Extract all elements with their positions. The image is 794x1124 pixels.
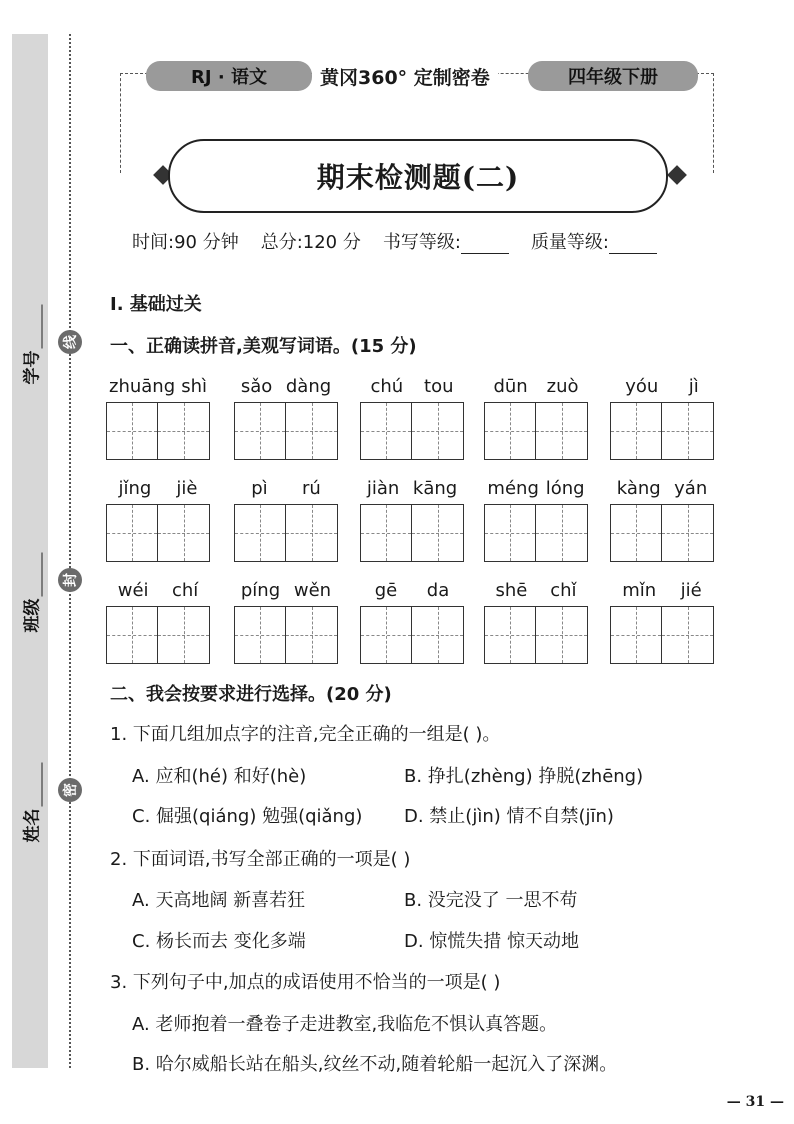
writing-cell[interactable]: [611, 403, 662, 459]
writing-grid[interactable]: [484, 504, 588, 562]
pinyin-item: [234, 376, 338, 460]
writing-cell[interactable]: [412, 403, 463, 459]
section-two-heading: 二、我会按要求进行选择。(20 分): [110, 684, 392, 705]
pinyin-label: [234, 376, 338, 400]
pinyin-label: [484, 580, 588, 604]
q2-option-c[interactable]: C. 杨长而去 变化多端: [132, 931, 306, 952]
pinyin-item: [484, 580, 588, 664]
pinyin-label: [234, 478, 338, 502]
seal-line-mark: 线: [58, 330, 82, 354]
pinyin-label: [360, 376, 464, 400]
writing-grid[interactable]: [360, 402, 464, 460]
pinyin-item: [234, 478, 338, 562]
writing-cell[interactable]: [611, 607, 662, 663]
writing-cell[interactable]: [361, 505, 412, 561]
q1-option-a[interactable]: A. 应和(hé) 和好(hè): [132, 766, 307, 787]
pinyin-item: [360, 580, 464, 664]
pinyin-label: [106, 478, 210, 502]
seal-secret-mark: 密: [58, 778, 82, 802]
pinyin-syllable: píng: [240, 580, 281, 601]
writing-cell[interactable]: [662, 505, 713, 561]
q1-option-b[interactable]: B. 挣扎(zhèng) 挣脱(zhēng): [404, 766, 644, 787]
pinyin-syllable: yóu: [625, 376, 659, 397]
pinyin-syllable: pì: [251, 478, 268, 499]
writing-cell[interactable]: [235, 403, 286, 459]
pinyin-item: [610, 580, 714, 664]
pinyin-item: [234, 580, 338, 664]
writing-cell[interactable]: [107, 505, 158, 561]
pinyin-syllable: zhuāng: [109, 376, 176, 397]
pinyin-syllable: shì: [181, 376, 207, 397]
class-label: 班级: [22, 598, 43, 633]
q2-option-d[interactable]: D. 惊慌失措 惊天动地: [404, 931, 580, 952]
writing-cell[interactable]: [107, 403, 158, 459]
header-bar: [146, 60, 698, 92]
class-field[interactable]: [18, 553, 43, 633]
writing-grid[interactable]: [234, 606, 338, 664]
pinyin-item: [610, 478, 714, 562]
pinyin-syllable: wéi: [117, 580, 149, 601]
writing-cell[interactable]: [412, 607, 463, 663]
writing-grid[interactable]: [234, 504, 338, 562]
total-score: 总分:120 分: [260, 232, 361, 253]
pinyin-syllable: gē: [374, 580, 398, 601]
pinyin-label: [106, 580, 210, 604]
pinyin-syllable: sǎo: [240, 376, 273, 397]
cut-line: [69, 34, 71, 1068]
pinyin-syllable: chǐ: [550, 580, 577, 601]
name-label: 姓名: [22, 808, 43, 843]
pinyin-syllable: yán: [674, 478, 708, 499]
pinyin-item: [106, 376, 210, 460]
writing-cell[interactable]: [235, 607, 286, 663]
pinyin-label: [360, 580, 464, 604]
pinyin-syllable: wěn: [293, 580, 332, 601]
part-one-title: Ⅰ. 基础过关: [110, 294, 202, 315]
pinyin-row: [106, 376, 716, 466]
pinyin-syllable: kāng: [412, 478, 458, 499]
writing-cell[interactable]: [485, 607, 536, 663]
writing-cell[interactable]: [412, 505, 463, 561]
student-no-label: 学号: [22, 350, 43, 385]
writing-grid[interactable]: [610, 606, 714, 664]
writing-cell[interactable]: [361, 607, 412, 663]
page-number: — 31 —: [726, 1094, 784, 1110]
name-field[interactable]: [18, 763, 43, 843]
writing-cell[interactable]: [361, 403, 412, 459]
writing-cell[interactable]: [235, 505, 286, 561]
pinyin-label: [484, 376, 588, 400]
question-1-stem: 1. 下面几组加点字的注音,完全正确的一组是( )。: [110, 724, 501, 745]
title-frame: [168, 139, 668, 213]
student-no-field[interactable]: [18, 305, 43, 385]
q3-option-b[interactable]: B. 哈尔威船长站在船头,纹丝不动,随着轮船一起沉入了深渊。: [132, 1054, 618, 1075]
writing-cell[interactable]: [485, 505, 536, 561]
writing-cell[interactable]: [286, 403, 337, 459]
writing-cell[interactable]: [611, 505, 662, 561]
pinyin-syllable: jì: [688, 376, 699, 397]
writing-cell[interactable]: [662, 607, 713, 663]
quality-grade[interactable]: 质量等级:: [531, 228, 657, 254]
q1-option-c[interactable]: C. 倔强(qiáng) 勉强(qiǎng): [132, 806, 363, 827]
pinyin-syllable: chú: [370, 376, 404, 397]
writing-grid[interactable]: [360, 606, 464, 664]
pinyin-row: [106, 580, 716, 670]
pinyin-syllable: lóng: [545, 478, 585, 499]
pinyin-syllable: méng: [487, 478, 539, 499]
writing-grid[interactable]: [106, 402, 210, 460]
pinyin-syllable: kàng: [616, 478, 661, 499]
pinyin-syllable: jǐng: [118, 478, 152, 499]
pinyin-syllable: dūn: [493, 376, 528, 397]
pinyin-item: [106, 478, 210, 562]
pinyin-label: [234, 580, 338, 604]
pinyin-label: [484, 478, 588, 502]
writing-grid[interactable]: [360, 504, 464, 562]
pinyin-item: [484, 478, 588, 562]
writing-grid[interactable]: [106, 606, 210, 664]
pinyin-label: [106, 376, 210, 400]
pinyin-syllable: jiàn: [366, 478, 400, 499]
pinyin-item: [610, 376, 714, 460]
pinyin-syllable: shē: [495, 580, 528, 601]
writing-grid[interactable]: [610, 504, 714, 562]
pinyin-syllable: dàng: [285, 376, 332, 397]
pinyin-item: [360, 376, 464, 460]
pinyin-syllable: da: [426, 580, 450, 601]
writing-cell[interactable]: [158, 403, 209, 459]
writing-grid[interactable]: [106, 504, 210, 562]
writing-grade[interactable]: 书写等级:: [383, 228, 509, 254]
exam-meta: [132, 228, 712, 254]
writing-cell[interactable]: [158, 505, 209, 561]
pinyin-syllable: jiè: [176, 478, 198, 499]
question-3-stem: 3. 下列句子中,加点的成语使用不恰当的一项是( ): [110, 972, 501, 993]
pinyin-syllable: mǐn: [622, 580, 657, 601]
writing-grid[interactable]: [484, 402, 588, 460]
pinyin-syllable: zuò: [546, 376, 579, 397]
pinyin-label: [610, 580, 714, 604]
series-name: 黄冈360° 定制密卷: [312, 63, 498, 90]
pinyin-item: [360, 478, 464, 562]
writing-cell[interactable]: [536, 505, 587, 561]
q2-option-a[interactable]: A. 天高地阔 新喜若狂: [132, 890, 306, 911]
writing-cell[interactable]: [286, 607, 337, 663]
writing-cell[interactable]: [107, 607, 158, 663]
pinyin-syllable: tou: [424, 376, 454, 397]
pinyin-item: [484, 376, 588, 460]
pinyin-label: [360, 478, 464, 502]
writing-grid[interactable]: [234, 402, 338, 460]
writing-cell[interactable]: [158, 607, 209, 663]
section-one-heading: 一、正确读拼音,美观写词语。(15 分): [110, 336, 417, 357]
pinyin-syllable: chí: [171, 580, 199, 601]
pinyin-label: [610, 376, 714, 400]
pinyin-syllable: jié: [680, 580, 702, 601]
q3-option-a[interactable]: A. 老师抱着一叠卷子走进教室,我临危不惧认真答题。: [132, 1014, 558, 1035]
time-info: 时间:90 分钟: [132, 232, 239, 253]
pinyin-row: [106, 478, 716, 568]
writing-grid[interactable]: [610, 402, 714, 460]
writing-cell[interactable]: [536, 403, 587, 459]
q2-option-b[interactable]: B. 没完没了 一思不苟: [404, 890, 578, 911]
writing-cell[interactable]: [286, 505, 337, 561]
writing-cell[interactable]: [662, 403, 713, 459]
pinyin-item: [106, 580, 210, 664]
subject-pill: RJ · 语文: [146, 61, 312, 91]
q1-option-d[interactable]: D. 禁止(jìn) 情不自禁(jīn): [404, 806, 614, 827]
writing-grid[interactable]: [484, 606, 588, 664]
page-title: 期末检测题(二): [316, 161, 520, 194]
writing-cell[interactable]: [536, 607, 587, 663]
grade-pill: 四年级下册: [528, 61, 698, 91]
question-2-stem: 2. 下面词语,书写全部正确的一项是( ): [110, 849, 411, 870]
binding-margin: [12, 34, 48, 1068]
seal-seal-mark: 封: [58, 568, 82, 592]
pinyin-label: [610, 478, 714, 502]
writing-cell[interactable]: [485, 403, 536, 459]
pinyin-syllable: rú: [302, 478, 321, 499]
